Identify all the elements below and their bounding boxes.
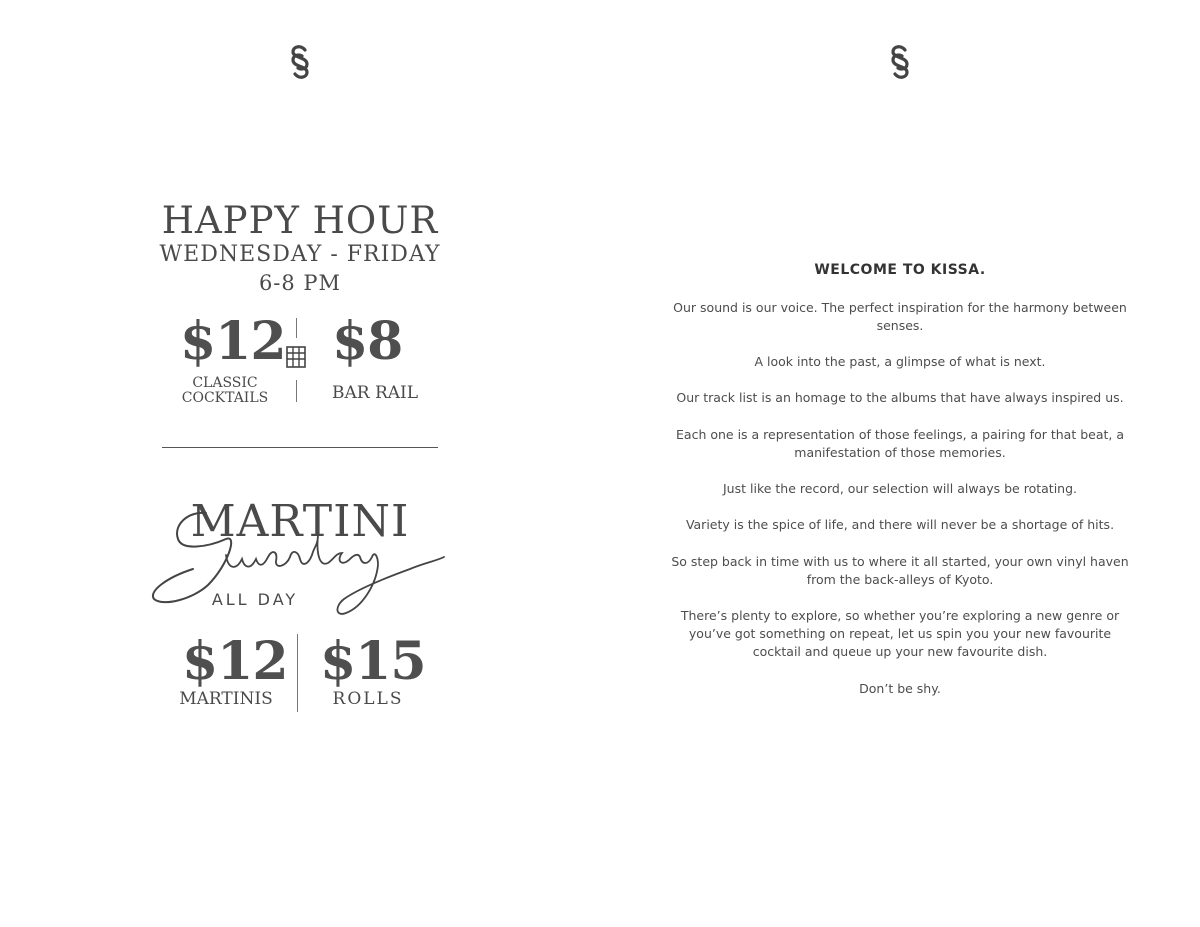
- happy-hour-separator-bottom: [296, 380, 297, 402]
- kissa-logo-icon: [888, 44, 912, 80]
- paragraph: A look into the past, a glimpse of what is next.: [754, 354, 1046, 369]
- rolls-price: $15: [320, 631, 426, 692]
- paragraph: Variety is the spice of life, and there will never be a shortage of hits.: [685, 517, 1115, 532]
- paragraph: So step back in time with us to where it all started, your own vinyl haven from the back-alleys of Kyoto.: [671, 554, 1129, 587]
- happy-hour-title: HAPPY HOUR: [161, 199, 439, 242]
- right-page: [600, 0, 1200, 927]
- martinis-price: $12: [182, 631, 288, 692]
- paragraph: Our track list is an homage to the albums that have always inspired us.: [676, 390, 1124, 405]
- happy-hour-separator-top: [296, 318, 297, 338]
- paragraph: There’s plenty to explore, so whether you’re exploring a new genre or you’ve got something on repeat, let us spin you your new favourite cocktail and queue up your new favourite dish.: [680, 608, 1120, 659]
- paragraph: Each one is a representation of those feelings, a pairing for that beat, a manifestation of those memories.: [676, 427, 1124, 460]
- martini-all-day: ALL DAY: [211, 590, 299, 609]
- martini-separator: [297, 634, 298, 712]
- classic-cocktails-label-line1: CLASSIC: [192, 375, 258, 391]
- happy-hour-days: WEDNESDAY - FRIDAY: [159, 242, 441, 267]
- bar-rail-label: BAR RAIL: [331, 383, 419, 403]
- bar-rail-price: $8: [332, 311, 403, 372]
- section-divider: [162, 447, 438, 448]
- classic-cocktails-label-line2: COCKTAILS: [181, 390, 269, 406]
- welcome-heading: WELCOME TO KISSA.: [814, 262, 986, 278]
- paragraph: Don’t be shy.: [859, 681, 941, 696]
- kissa-logo-icon: [288, 44, 312, 80]
- classic-cocktails-price: $12: [180, 311, 286, 372]
- paragraph: Our sound is our voice. The perfect inspiration for the harmony between senses.: [673, 300, 1127, 333]
- happy-hour-time: 6-8 PM: [258, 271, 342, 295]
- martini-title: MARTINI: [190, 496, 410, 547]
- building-icon: [286, 345, 306, 369]
- classic-cocktails-label: [170, 376, 280, 406]
- paragraph: Just like the record, our selection will always be rotating.: [723, 481, 1077, 496]
- rolls-label: ROLLS: [332, 689, 404, 709]
- martinis-label: MARTINIS: [179, 689, 273, 709]
